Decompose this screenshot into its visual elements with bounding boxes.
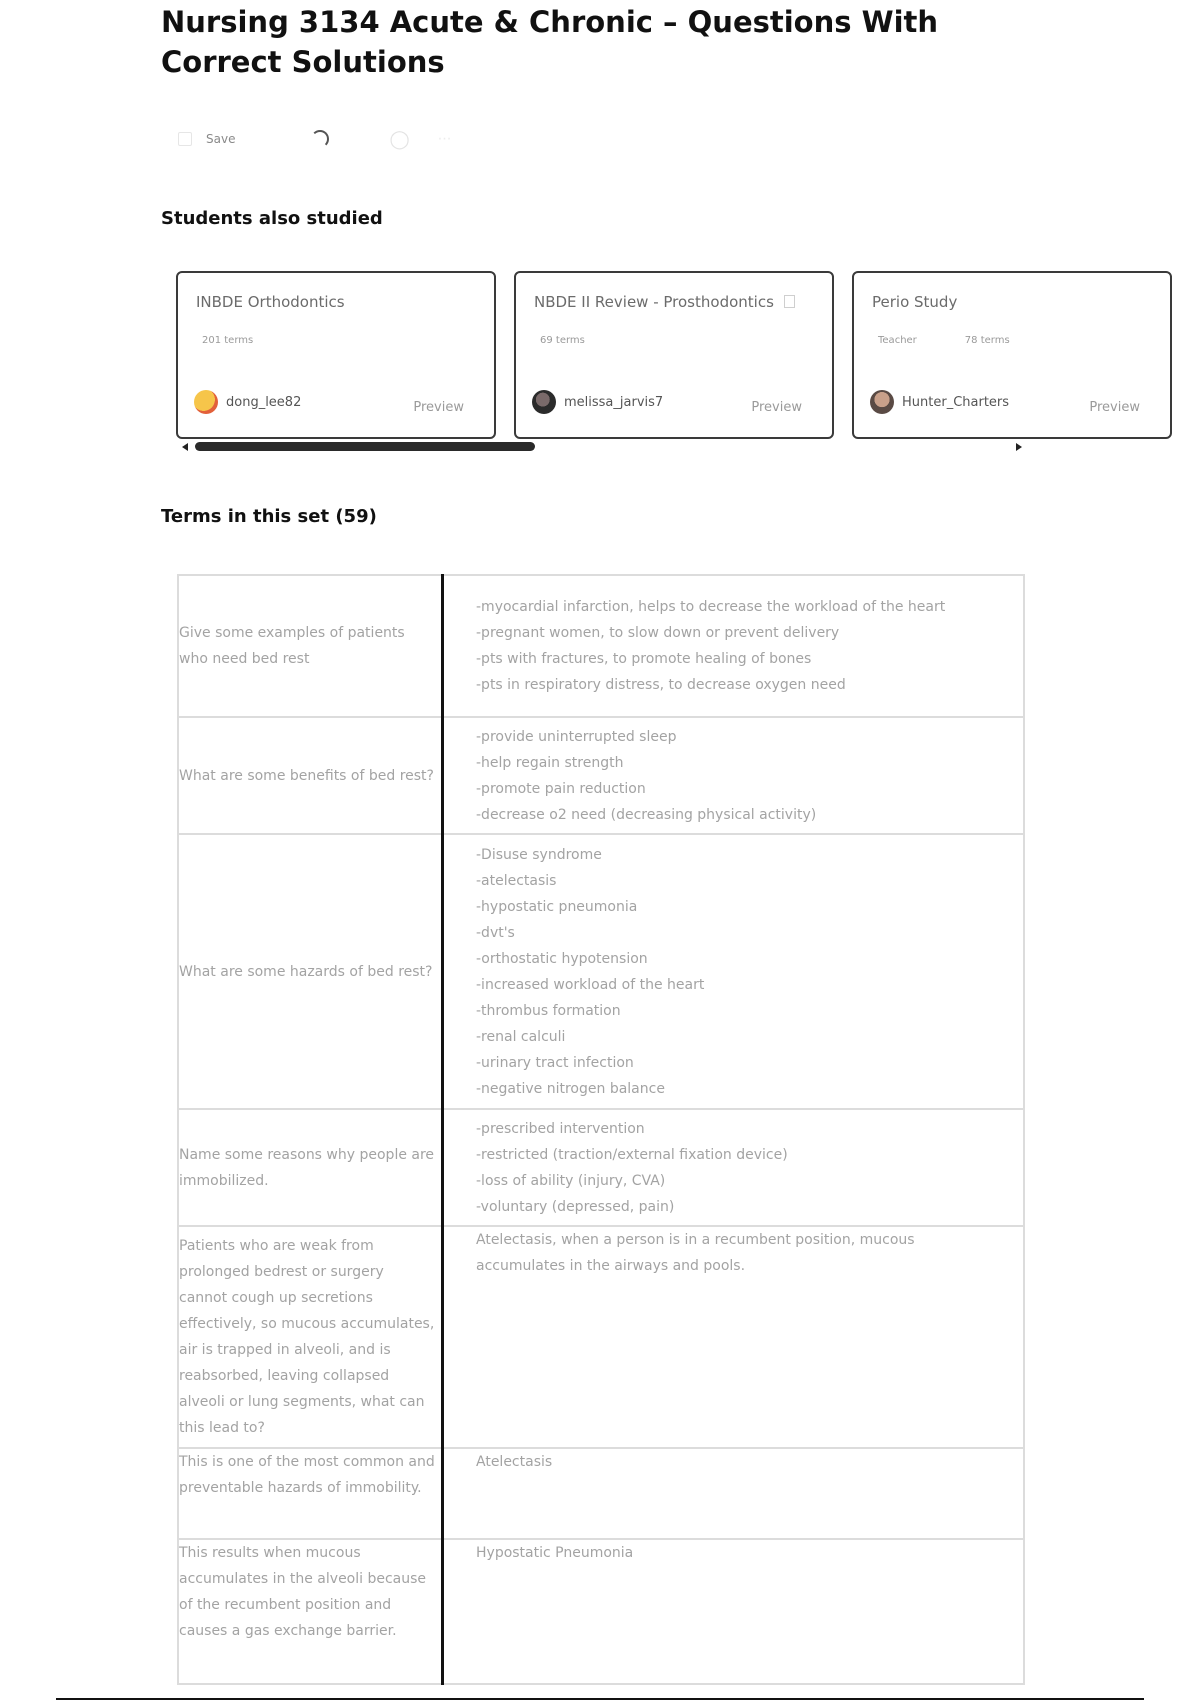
- save-button[interactable]: Save: [206, 132, 236, 146]
- card-author[interactable]: [870, 390, 1009, 414]
- term-text: This results when mucous accumulates in the alveoli because of the recumbent position and causes a gas exchange barrier.: [178, 1539, 443, 1684]
- terms-table: [177, 574, 1025, 1685]
- more-options-icon[interactable]: ⋯: [437, 131, 452, 147]
- avatar: [532, 390, 556, 414]
- term-text: What are some benefits of bed rest?: [178, 717, 443, 834]
- term-text: Patients who are weak from prolonged bedrest or surgery cannot cough up secretions effectively, so mucous accumulates, air is trapped in alveoli, and is reabsorbed, leaving collapsed alveoli or lung segments, what can this lead to?: [178, 1226, 443, 1448]
- scroll-right-arrow-icon[interactable]: [1016, 443, 1022, 451]
- table-row: [178, 1448, 1024, 1539]
- document-icon: [784, 295, 795, 308]
- table-row: [178, 1109, 1024, 1226]
- definition-text: Hypostatic Pneumonia: [443, 1539, 1025, 1684]
- card-title[interactable]: Perio Study: [872, 293, 958, 311]
- definition-text: Atelectasis, when a person is in a recumbent position, mucous accumulates in the airways and pools.: [443, 1226, 1025, 1448]
- definition-text: Atelectasis: [443, 1448, 1025, 1539]
- terms-heading: Terms in this set (59): [161, 506, 377, 527]
- carousel-scrollbar[interactable]: [176, 442, 1026, 452]
- save-icon[interactable]: [178, 132, 192, 146]
- preview-button[interactable]: Preview: [751, 400, 802, 415]
- card-author-name: dong_lee82: [226, 394, 302, 410]
- card-term-count: 78 terms: [964, 335, 1010, 346]
- card-title[interactable]: INBDE Orthodontics: [196, 293, 345, 311]
- related-set-card[interactable]: [852, 271, 1172, 439]
- card-title-text: NBDE II Review - Prosthodontics: [534, 293, 774, 311]
- related-sets-carousel: [176, 271, 1140, 455]
- table-row: [178, 575, 1024, 717]
- students-also-studied-heading: Students also studied: [161, 208, 383, 229]
- card-term-count: 201 terms: [202, 335, 254, 346]
- card-author-name: Hunter_Charters: [902, 394, 1010, 410]
- loading-spinner-icon: [311, 130, 329, 148]
- table-row: [178, 717, 1024, 834]
- card-meta: [540, 335, 585, 346]
- card-meta: [878, 335, 1010, 346]
- card-meta: [202, 335, 253, 346]
- term-text: Give some examples of patients who need bed rest: [178, 575, 443, 717]
- table-row: [178, 1539, 1024, 1684]
- card-title[interactable]: [534, 293, 795, 311]
- definition-text: -myocardial infarction, helps to decrease the workload of the heart -pregnant women, to slow down or prevent delivery -pts with fractures, to promote healing of bones -pts in respiratory distress, to decrease oxygen need: [443, 575, 1025, 717]
- related-set-card[interactable]: [514, 271, 834, 439]
- preview-button[interactable]: Preview: [1089, 400, 1140, 415]
- scroll-left-arrow-icon[interactable]: [182, 443, 188, 451]
- share-icon[interactable]: ◯: [389, 128, 410, 150]
- term-text: This is one of the most common and preventable hazards of immobility.: [178, 1448, 443, 1539]
- table-row: [178, 834, 1024, 1109]
- definition-text: -provide uninterrupted sleep -help regain strength -promote pain reduction -decrease o2 need (decreasing physical activity): [443, 717, 1025, 834]
- card-role-badge: Teacher: [878, 335, 917, 346]
- page-title: Nursing 3134 Acute & Chronic – Questions With Correct Solutions: [161, 5, 939, 79]
- avatar: [870, 390, 894, 414]
- definition-text: -prescribed intervention -restricted (traction/external fixation device) -loss of ability (injury, CVA) -voluntary (depressed, pain): [443, 1109, 1025, 1226]
- card-term-count: 69 terms: [540, 335, 585, 346]
- card-author[interactable]: [194, 390, 301, 414]
- related-set-card[interactable]: [176, 271, 496, 439]
- definition-text: -Disuse syndrome -atelectasis -hypostatic pneumonia -dvt's -orthostatic hypotension -increased workload of the heart -thrombus formation -renal calculi -urinary tract infection -negative nitrogen balance: [443, 834, 1025, 1109]
- preview-button[interactable]: Preview: [413, 400, 464, 415]
- card-author-name: melissa_jarvis7: [564, 394, 664, 410]
- set-toolbar: [178, 124, 452, 154]
- scrollbar-thumb[interactable]: [195, 442, 535, 451]
- term-text: Name some reasons why people are immobilized.: [178, 1109, 443, 1226]
- card-author[interactable]: [532, 390, 663, 414]
- term-text: What are some hazards of bed rest?: [178, 834, 443, 1109]
- avatar: [194, 390, 218, 414]
- table-row: [178, 1226, 1024, 1448]
